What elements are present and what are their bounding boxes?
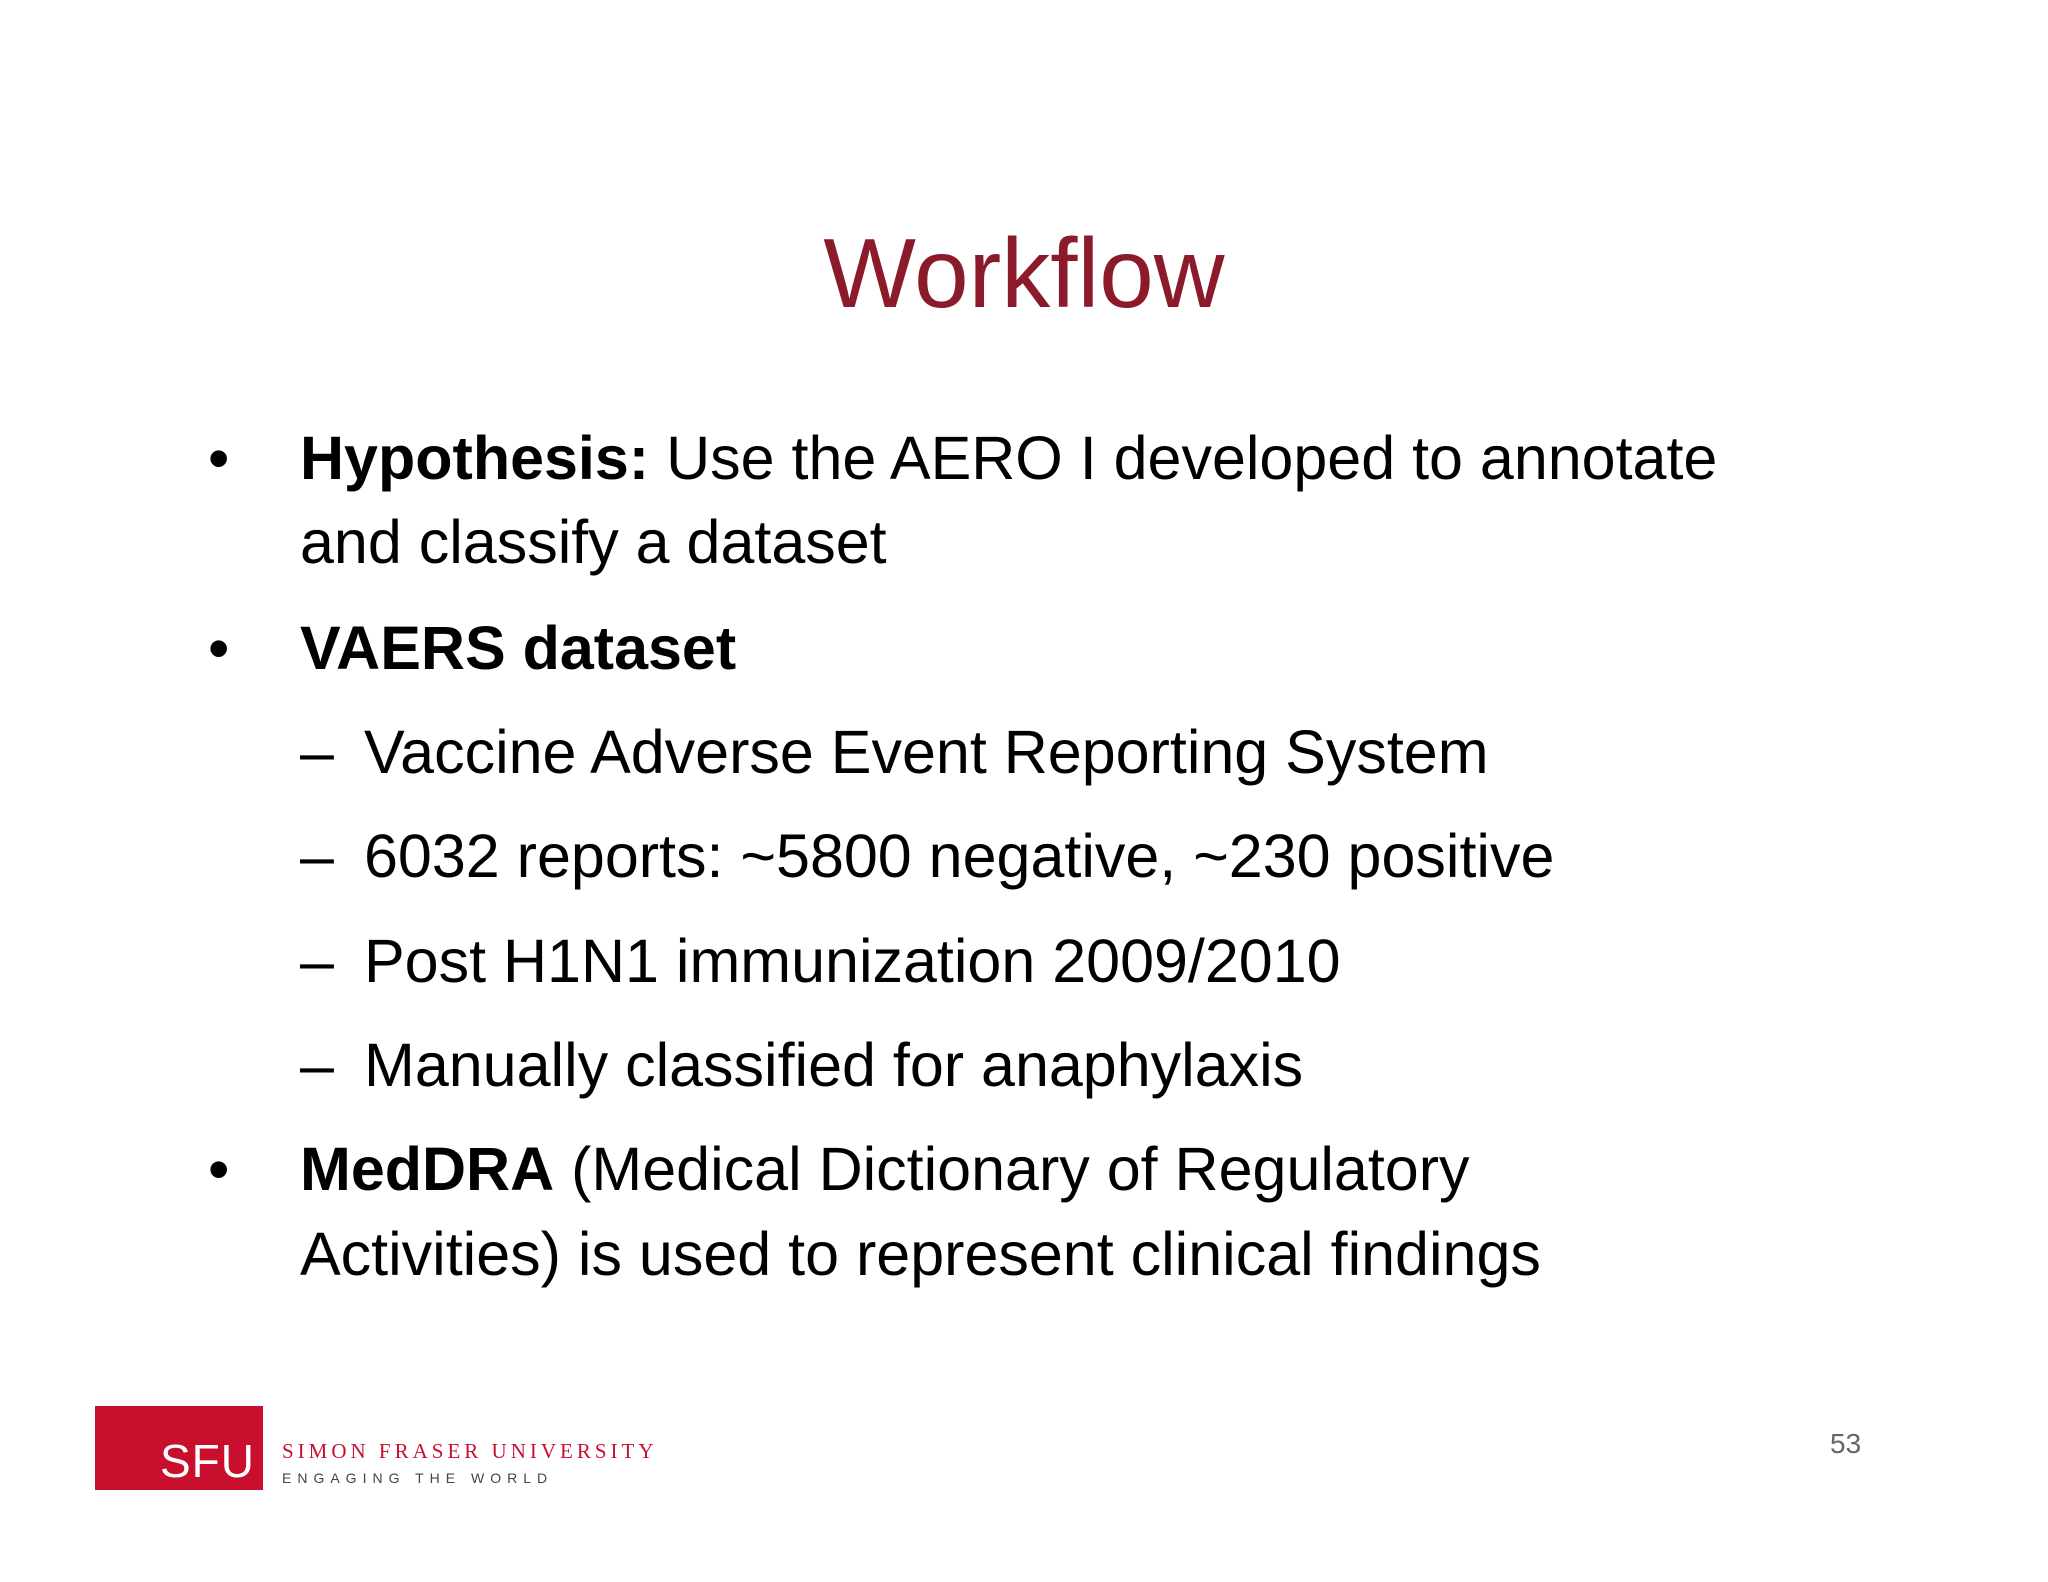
sub-item-text: Post H1N1 immunization 2009/2010 [364,927,1341,995]
bullet-2-heading: VAERS dataset [300,614,737,682]
dash-icon: – [300,927,334,995]
sub-item-1 [300,716,1489,788]
bullet-icon: • [208,424,230,492]
sfu-logo-text: SFU [160,1435,255,1487]
bullet-1-text: Use the AERO I developed to annotate [649,424,1718,492]
university-tagline: ENGAGING THE WORLD [282,1470,554,1486]
sub-item-4 [300,1029,1303,1101]
sub-item-2 [300,820,1554,892]
sub-item-text: Manually classified for anaphylaxis [364,1031,1304,1099]
bullet-3-heading: MedDRA [300,1135,555,1203]
slide-title: Workflow [823,218,1225,328]
dash-icon: – [300,822,334,890]
bullet-icon: • [208,1135,230,1203]
university-name: SIMON FRASER UNIVERSITY [282,1439,658,1463]
dash-icon: – [300,1031,334,1099]
bullet-1-heading: Hypothesis: [300,424,650,492]
sfu-logo [95,1406,263,1490]
sub-item-text: Vaccine Adverse Event Reporting System [364,718,1489,786]
page-number: 53 [1830,1428,1862,1459]
bullet-1-line-2: and classify a dataset [300,508,887,576]
dash-icon: – [300,718,334,786]
bullet-3-line-1 [300,1133,1470,1205]
sub-item-text: 6032 reports: ~5800 negative, ~230 positive [364,822,1555,890]
sub-item-3 [300,925,1341,997]
bullet-3-line-2: Activities) is used to represent clinical findings [300,1220,1541,1288]
bullet-3-text: (Medical Dictionary of Regulatory [554,1135,1470,1203]
bullet-icon: • [208,614,230,682]
bullet-1-line-1 [300,422,1717,494]
